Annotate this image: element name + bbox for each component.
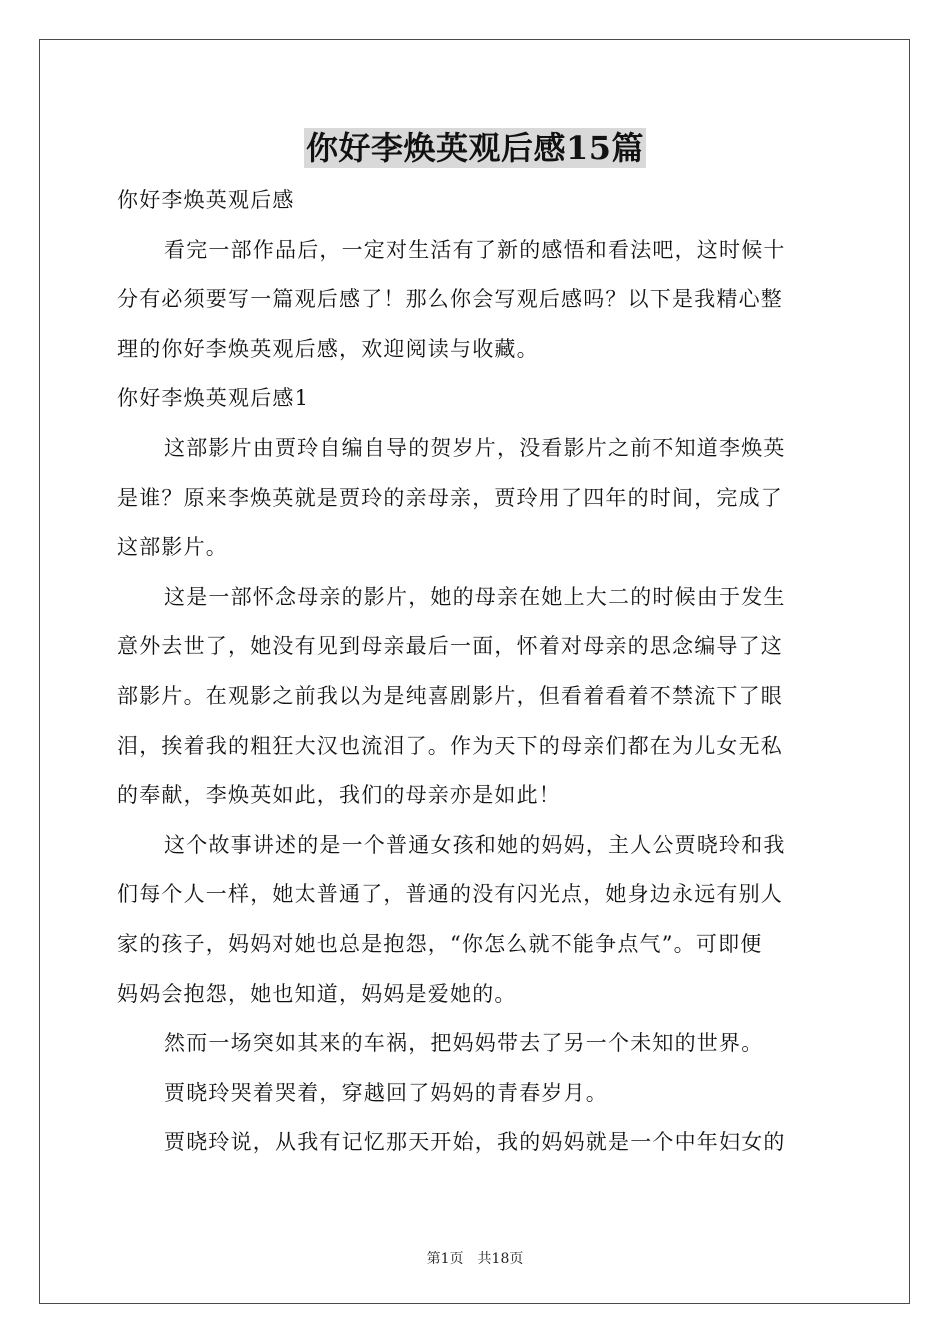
text-line: 是谁？原来李焕英就是贾玲的亲母亲，贾玲用了四年的时间，完成了 <box>117 485 783 510</box>
text-line: 你好李焕英观后感 <box>117 188 295 212</box>
text-line: 贾晓玲说，从我有记忆那天开始，我的妈妈就是一个中年妇女的 <box>164 1130 786 1155</box>
text-line: 你好李焕英观后感1 <box>117 386 310 411</box>
text-line: 泪，挨着我的粗狂大汉也流泪了。作为天下的母亲们都在为儿女无私 <box>117 733 783 758</box>
text-line: 这是一部怀念母亲的影片，她的母亲在她上大二的时候由于发生 <box>164 584 786 609</box>
text-line: 这部影片由贾玲自编自导的贺岁片，没看影片之前不知道李焕英 <box>164 435 786 460</box>
text-line: 的奉献，李焕英如此，我们的母亲亦是如此！ <box>117 783 561 808</box>
text-line: 贾晓玲哭着哭着，穿越回了妈妈的青春岁月。 <box>164 1080 608 1105</box>
title-container <box>0 128 950 168</box>
text-line: 部影片。在观影之前我以为是纯喜剧影片，但看着看着不禁流下了眼 <box>117 683 783 708</box>
document-body <box>117 180 833 1172</box>
text-line: 然而一场突如其来的车祸，把妈妈带去了另一个未知的世界。 <box>164 1031 764 1056</box>
text-line: 们每个人一样，她太普通了，普通的没有闪光点，她身边永远有别人 <box>117 882 783 907</box>
text-line: 分有必须要写一篇观后感了！那么你会写观后感吗？以下是我精心整 <box>117 287 783 312</box>
text-line: 看完一部作品后，一定对生活有了新的感悟和看法吧，这时候十 <box>164 237 786 262</box>
text-line: 妈妈会抱怨，她也知道，妈妈是爱她的。 <box>117 981 517 1006</box>
text-line: 这个故事讲述的是一个普通女孩和她的妈妈，主人公贾晓玲和我 <box>164 832 786 857</box>
text-line: 家的孩子，妈妈对她也总是抱怨，“你怎么就不能争点气”。可即便 <box>117 931 763 956</box>
document-title: 你好李焕英观后感15篇 <box>305 129 645 167</box>
text-line: 这部影片。 <box>117 535 228 560</box>
text-line: 意外去世了，她没有见到母亲最后一面，怀着对母亲的思念编导了这 <box>117 634 783 659</box>
page-footer: 第1页 共18页 <box>426 1251 524 1267</box>
text-line: 理的你好李焕英观后感，欢迎阅读与收藏。 <box>117 336 539 361</box>
